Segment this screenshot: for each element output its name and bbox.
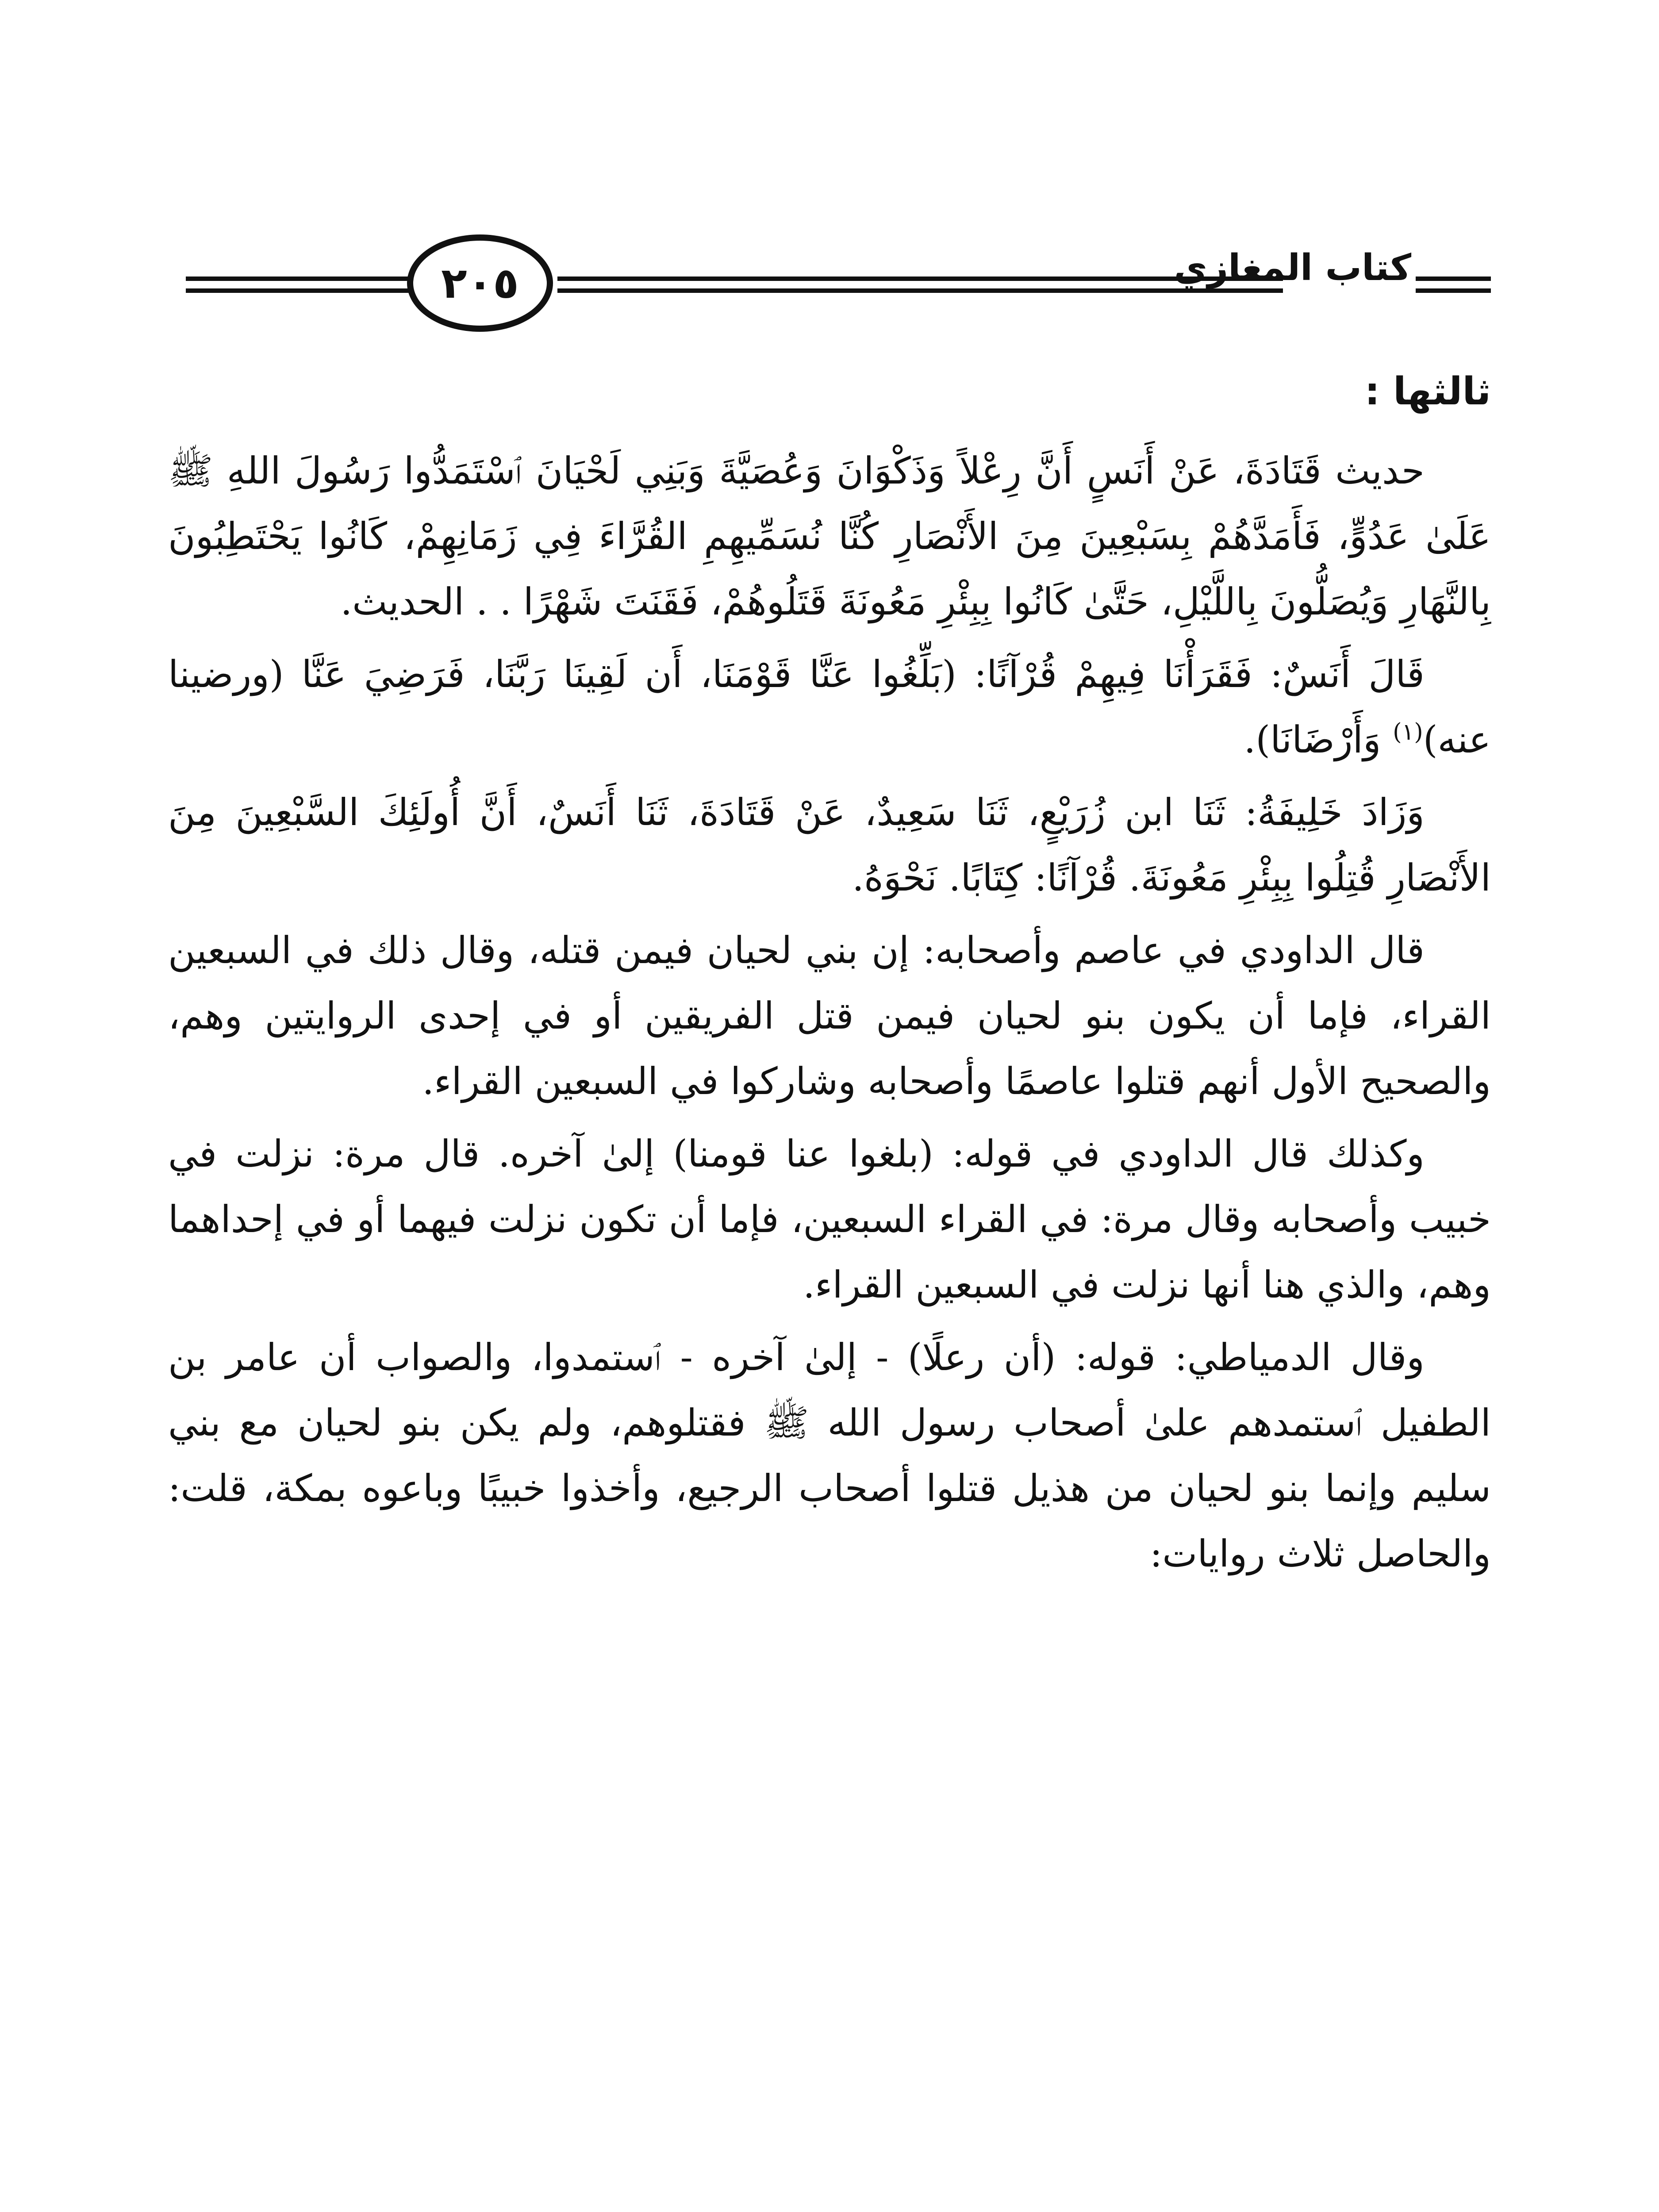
page-number-badge xyxy=(407,234,553,332)
paragraph-anas-text-end: وَأَرْضَانَا). xyxy=(1244,718,1393,761)
header-rule xyxy=(1416,276,1491,281)
section-heading: ثالثها : xyxy=(1364,369,1491,414)
page-header xyxy=(168,230,1491,336)
page-number: ٢٠٥ xyxy=(441,258,519,308)
page-body xyxy=(168,354,1491,1594)
paragraph-anas-text: قَالَ أَنَسٌ: فَقَرَأْنَا فِيهِمْ قُرْآنًا: (بَلِّغُوا عَنَّا قَوْمَنَا، أَن لَقِينَا رَبَّنَا، فَرَضِيَ عَنَّا (ورضينا عنه) xyxy=(168,653,1491,761)
footnote-reference: (١) xyxy=(1393,719,1423,745)
paragraph-dawudi: قال الداودي في عاصم وأصحابه: إن بني لحيان فيمن قتله، وقال ذلك في السبعين القراء، فإما أن يكون بنو لحيان فيمن قتل الفريقين أو في إحدى الروايتين وهم، والصحيح الأول أنهم قتلوا عاصمًا وأصحابه وشاركوا في السبعين القراء. xyxy=(168,929,1491,1103)
paragraph-dimyati: وقال الدمياطي: قوله: (أن رعلًا) - إلىٰ آخره - ٱستمدوا، والصواب أن عامر بن الطفيل ٱستمدهم علىٰ أصحاب رسول الله ﷺ فقتلوهم، ولم يكن بنو لحيان مع بني سليم وإنما بنو لحيان من هذيل قتلوا أصحاب الرجيع، وأخذوا خبيبًا وباعوه بمكة، قلت: والحاصل ثلاث روايات: xyxy=(168,1336,1491,1575)
header-rule xyxy=(1416,288,1491,293)
paragraph-dawudi-2: وكذلك قال الداودي في قوله: (بلغوا عنا قومنا) إلىٰ آخره. قال مرة: نزلت في خبيب وأصحابه وقال مرة: في القراء السبعين، فإما أن تكون نزلت فيهما أو في إحداهما وهم، والذي هنا أنها نزلت في السبعين القراء. xyxy=(168,1132,1491,1306)
paragraph-anas xyxy=(168,641,1491,772)
header-rule xyxy=(557,288,1283,293)
paragraph-khalifa: وَزَادَ خَلِيفَةُ: ثَنَا ابن زُرَيْعٍ، ثَنَا سَعِيدٌ، عَنْ قَتَادَةَ، ثَنَا أَنَسٌ، أَنَّ أُولَئِكَ السَّبْعِينَ مِنَ الأَنْصَارِ قُتِلُوا بِبِئْرِ مَعُونَةَ. قُرْآنًا: كِتَابًا. نَحْوَهُ. xyxy=(168,791,1491,899)
running-title: كتاب المغازي xyxy=(1174,247,1411,289)
paragraph-hadith: حديث قَتَادَةَ، عَنْ أَنَسٍ أَنَّ رِعْلاً وَذَكْوَانَ وَعُصَيَّةَ وَبَنِي لَحْيَانَ ٱسْتَمَدُّوا رَسُولَ اللهِ ﷺ عَلَىٰ عَدُوٍّ، فَأَمَدَّهُمْ بِسَبْعِينَ مِنَ الأَنْصَارِ كُنَّا نُسَمِّيهِمِ القُرَّاءَ فِي زَمَانِهِمْ، كَانُوا يَحْتَطِبُونَ بِالنَّهَارِ وَيُصَلُّونَ بِاللَّيْلِ، حَتَّىٰ كَانُوا بِبِئْرِ مَعُونَةَ قَتَلُوهُمْ، فَقَنَتَ شَهْرًا . . الحديث. xyxy=(168,449,1491,623)
header-rule xyxy=(186,276,416,281)
header-rule xyxy=(186,288,416,293)
